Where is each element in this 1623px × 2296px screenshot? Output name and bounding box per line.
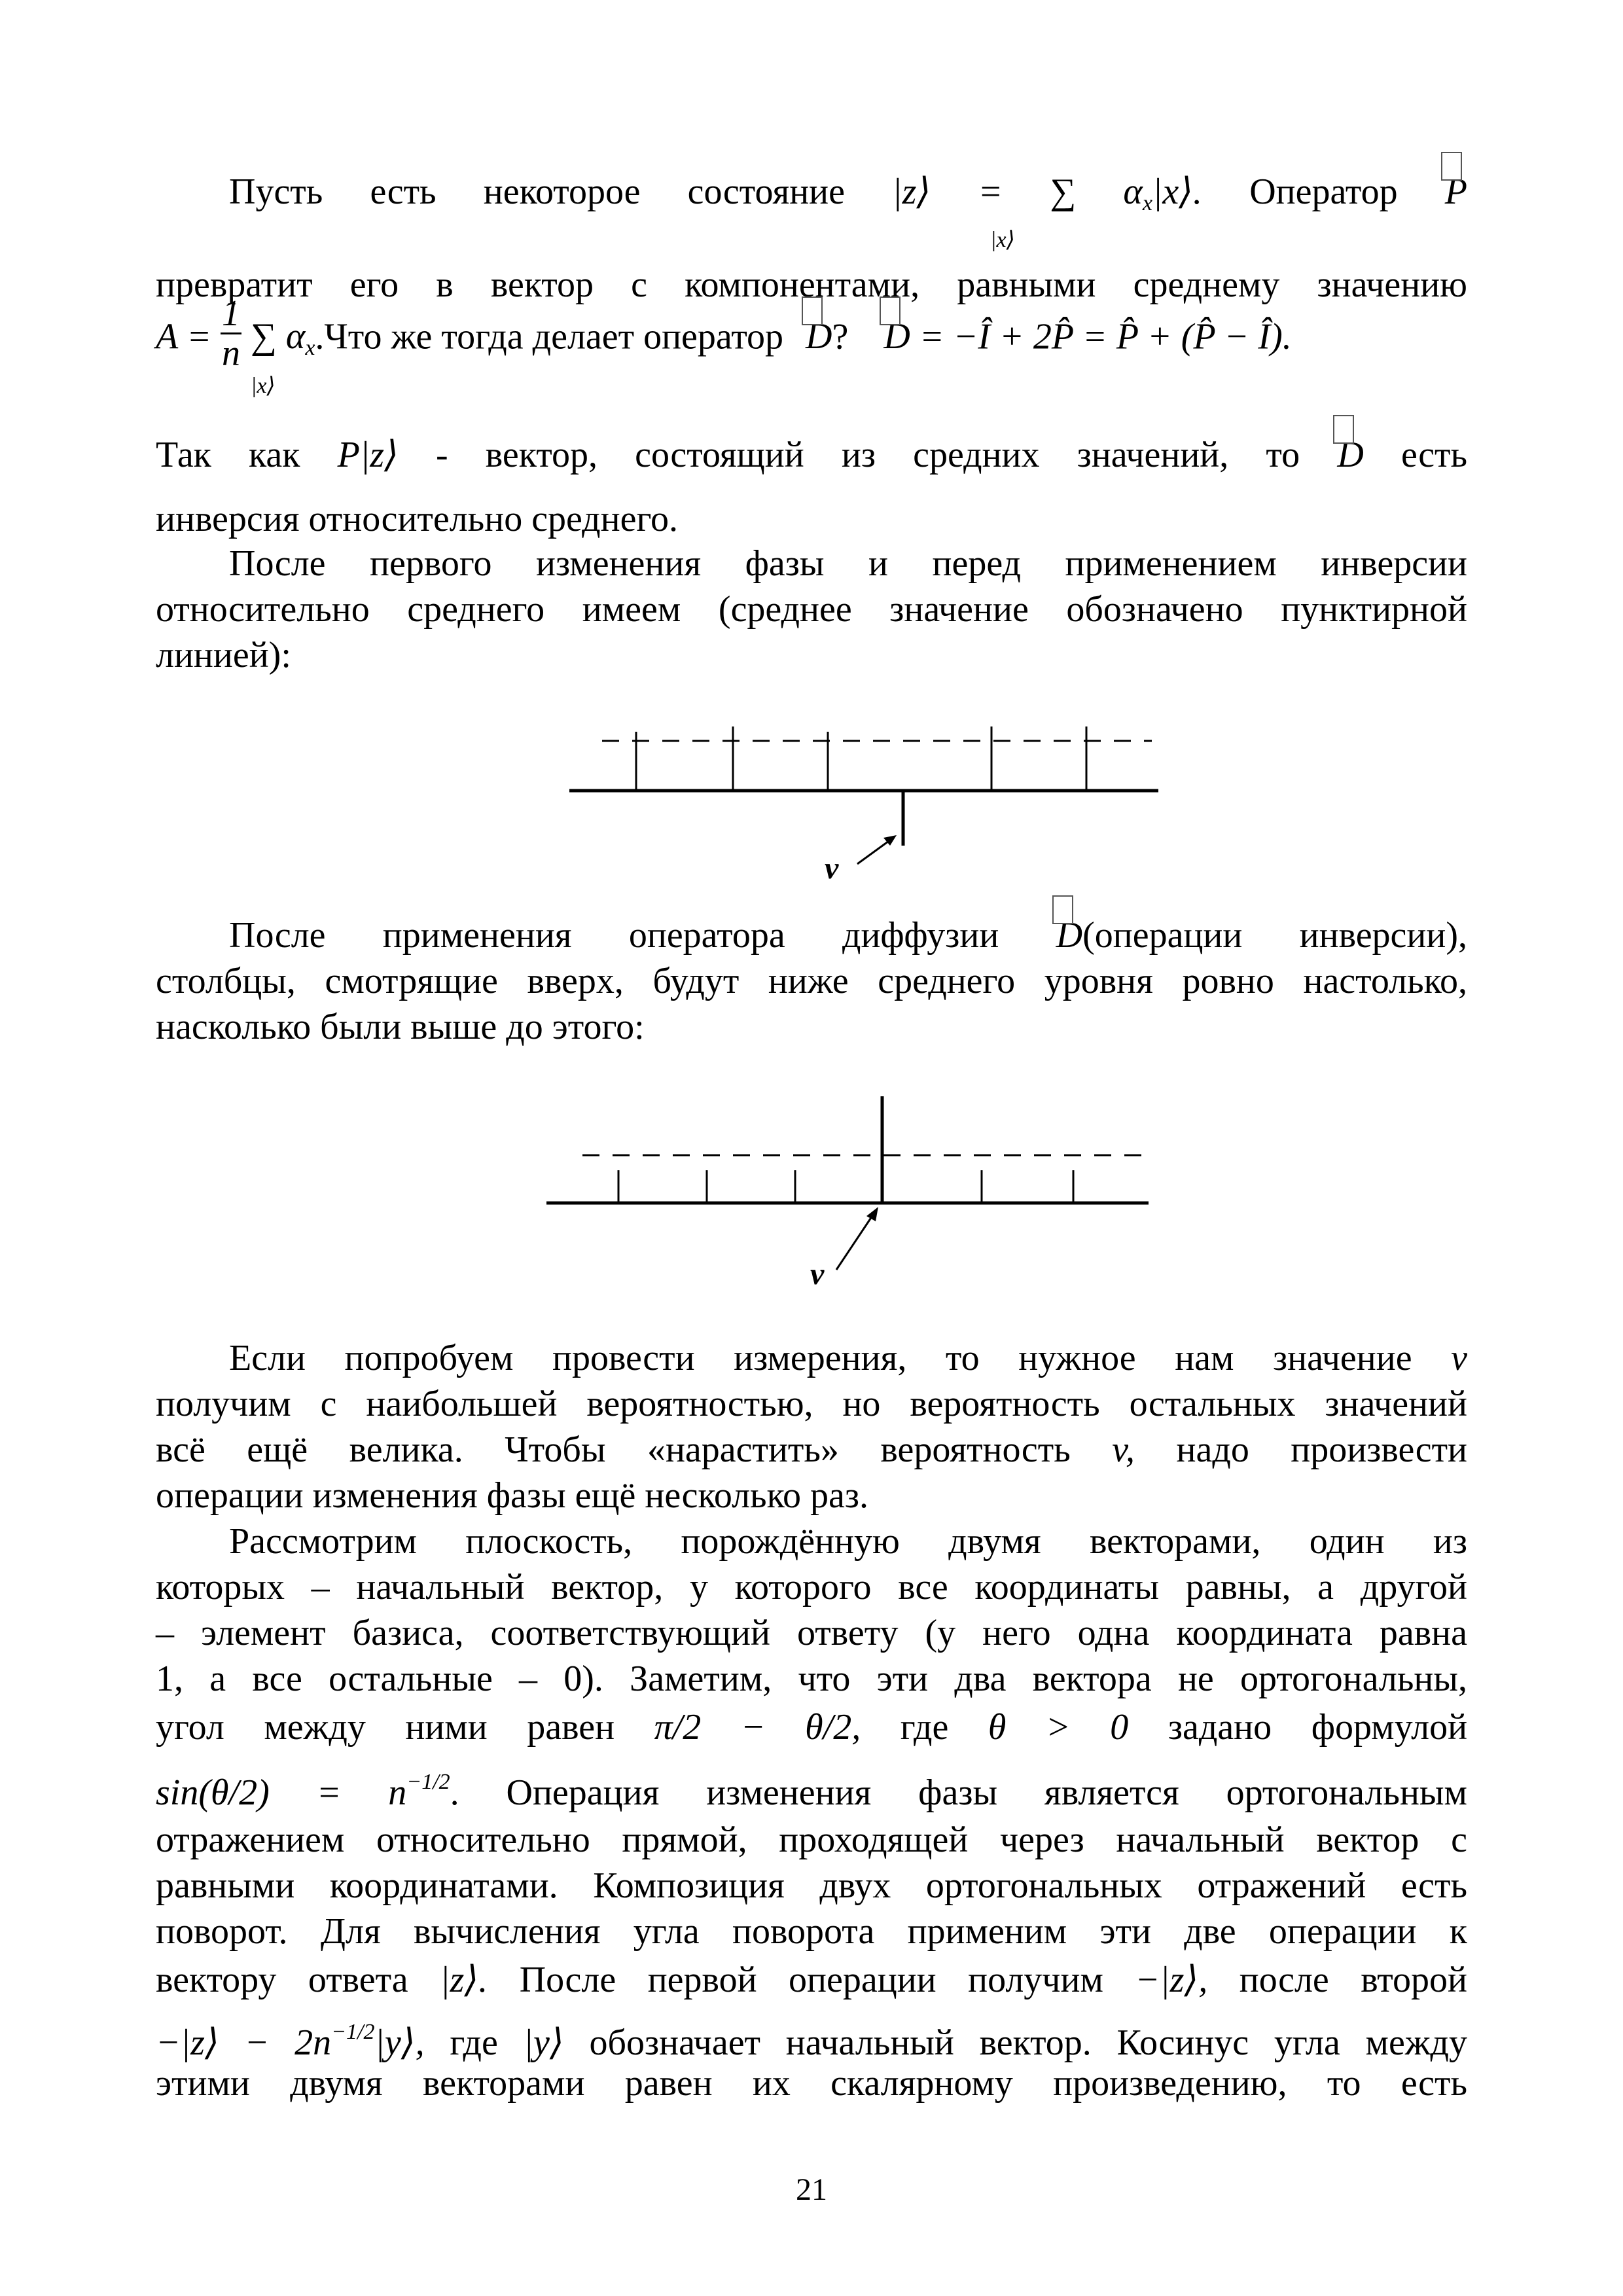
p5-line3: – элемент базиса, соответствующий ответу (у него одна координата равна [156, 1613, 1467, 1653]
label-v: v [810, 1257, 825, 1291]
p4-line2: получим с наибольшей вероятностью, но вероятность остальных значений [156, 1384, 1467, 1424]
p1-line4: Так как P|z⟩ - вектор, состоящий из средних значений, то D есть [156, 432, 1467, 478]
p4-line3: всё ещё велика. Чтобы «нарастить» вероятность v, надо произвести [156, 1429, 1468, 1470]
p3-line3: насколько были выше до этого: [156, 1007, 645, 1047]
figure-after-inversion [543, 1086, 1158, 1302]
p5-line5: угол между ними равен π/2 − θ/2, где θ > 0 задано формулой [156, 1707, 1468, 1748]
arrow-head [866, 1207, 878, 1221]
label-v: v [825, 851, 839, 886]
p5-line12: этими двумя векторами равен их скалярному произведению, то есть [156, 2063, 1467, 2104]
p5-line4: 1, а все остальные – 0). Заметим, что эти два вектора не ортогональны, [156, 1659, 1467, 1699]
operator-D: D [806, 314, 832, 359]
arrow [836, 1211, 876, 1270]
p5-line10: вектору ответа |z⟩. После первой операции получим −|z⟩, после второй [156, 1960, 1467, 2000]
p3-line1: После применения оператора диффузии D(операции инверсии), [229, 912, 1467, 958]
operator-P: P [1445, 169, 1467, 215]
page-number: 21 [796, 2172, 827, 2207]
p2-line1: После первого изменения фазы и перед применением инверсии [229, 543, 1467, 584]
p2-line3: линией): [156, 635, 291, 675]
p5-line11: −|z⟩ − $2n^{-1/2}|y⟩$, где |y⟩ обозначает начальный вектор. Косинус угла между [156, 2020, 1468, 2063]
p5-line2: которых – начальный вектор, у которого все координаты равны, а другой [156, 1567, 1467, 1607]
p1-line5: инверсия относительно среднего. [156, 499, 679, 539]
p5-line7: отражением относительно прямой, проходящей через начальный вектор с [156, 1820, 1467, 1860]
p4-line1: Если попробуем провести измерения, то нужное нам значение v [229, 1338, 1467, 1378]
p2-line2: относительно среднего имеем (среднее значение обозначено пунктирной [156, 589, 1467, 630]
p1-line3: A = $\frac{1}{n}$ ∑ $\alpha_x$ |x⟩ .Что же тогда делает оператор D? D = −Î + 2P̂ = P̂ + (P̂ − Î). [156, 293, 1292, 399]
figure-before-inversion [563, 707, 1165, 890]
p5-line8: равными координатами. Композиция двух ортогональных отражений есть [156, 1865, 1467, 1906]
p5-line9: поворот. Для вычисления угла поворота применим эти две операции к [156, 1911, 1467, 1952]
p5-line1: Рассмотрим плоскость, порождённую двумя векторами, один из [229, 1521, 1467, 1562]
operator-D-2: D [1337, 432, 1363, 478]
p1-line1: Пусть есть некоторое состояние |z⟩ = ∑ $\alpha_x|x⟩$. |x⟩ Оператор P [229, 169, 1467, 226]
p4-line4: операции изменения фазы ещё несколько раз. [156, 1475, 868, 1516]
p5-line6: $\sin(\theta/2) = n^{-1/2}$. Операция изменения фазы является ортогональным [156, 1770, 1467, 1813]
p1-line2: превратит его в вектор с компонентами, равными среднему значению [156, 264, 1467, 305]
operator-D-3: D [1056, 912, 1082, 958]
p3-line2: столбцы, смотрящие вверх, будут ниже среднего уровня ровно настолько, [156, 961, 1467, 1001]
operator-D-def: D [883, 314, 910, 359]
